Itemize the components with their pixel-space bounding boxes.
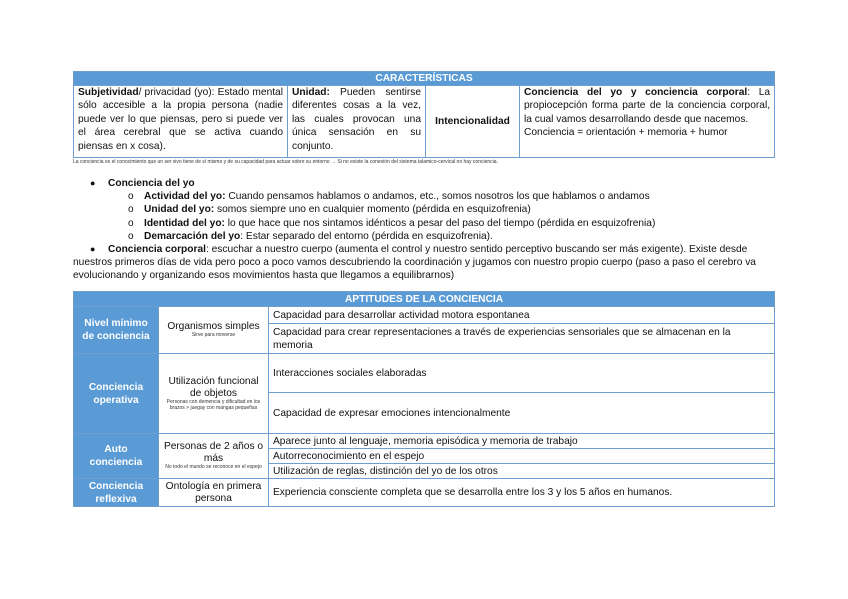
aptitude-item: Capacidad de expresar emociones intencionalmente (269, 393, 775, 434)
sub-bullet-text: somos siempre uno en cualquier momento (pérdida en esquizofrenia) (214, 204, 531, 216)
subcategory-cell (159, 307, 269, 354)
subjetividad-text: / privacidad (yo): Estado mental sólo accesible a la propia persona (nadie puede ver lo que piensas, pero si puede ver el área cerebral que se activa cuando piensas en x cosa). (78, 87, 283, 152)
subcategory-label: Ontología en primera persona (165, 480, 262, 504)
aptitude-item: Autorreconocimiento en el espejo (269, 449, 775, 464)
conciencia-yo-cell (520, 86, 775, 158)
caracteristicas-header: CARACTERÍSTICAS (74, 72, 775, 86)
subcategory-cell (159, 434, 269, 479)
sub-bullet (73, 190, 779, 203)
sub-bullet-title: Identidad del yo: (144, 217, 225, 229)
conciencia-yo-title: Conciencia del yo y conciencia corporal (524, 87, 748, 98)
unidad-title: Unidad: (292, 87, 330, 98)
circle-bullet-icon: o (128, 217, 134, 229)
bullet-text: : escuchar a nuestro cuerpo (aumenta el control y nuestro sentido perceptivo buscando ser más exigente). Existe desde nuestros primeros días de vida pero poco a poco vamos descubriendo la coordinación y jugamos con nuestro propio cuerpo (paso a paso el cerebro va evolucionando y organizando esos movimientos hasta que llegamos a equilibrarnos) (73, 244, 756, 282)
bullet-conciencia-yo (73, 177, 779, 190)
intencionalidad-cell: Intencionalidad (426, 86, 520, 158)
category-reflexiva: Conciencia reflexiva (74, 479, 159, 507)
subcategory-label: Personas de 2 años o más (163, 441, 264, 465)
conciencia-formula: Conciencia = orientación + memoria + humor (524, 127, 728, 139)
subjetividad-title: Subjetividad (78, 87, 139, 98)
unidad-text: Pueden sentirse diferentes cosas a la vez, las cuales provocan una única sensación en su conjunto. (292, 87, 421, 152)
conciencia-yo-text: : La propiocepción forma parte de la conciencia corporal, la cual vamos desarrollando desde que nacemos. (524, 87, 771, 125)
sub-bullet-title: Unidad del yo: (144, 204, 215, 216)
bullet-list (73, 177, 779, 283)
aptitude-item: Capacidad para crear representaciones a través de experiencias sensoriales que se almacenan en la memoria (269, 324, 775, 354)
subcategory-note: Personas con demencia y dificultad en los brazos > juegay con mangas pequeñas (166, 399, 261, 411)
aptitude-item: Capacidad para desarrollar actividad motora espontanea (269, 307, 775, 324)
caracteristicas-table (73, 71, 775, 158)
aptitude-item: Experiencia consciente completa que se desarrolla entre los 3 y los 5 años en humanos. (269, 479, 775, 507)
footnote: La conciencia es el conocimiento que un ser vivo tiene de sí mismo y de su capacidad para actuar sobre su entorno → Si no existe la conexión del sistema talamico-cervical no hay conciencia. (73, 159, 498, 165)
subcategory-cell (159, 479, 269, 507)
sub-bullet-text: : Estar separado del entorno (pérdida en esquizofrenia). (240, 230, 493, 242)
aptitude-item: Utilización de reglas, distinción del yo de los otros (269, 464, 775, 479)
unidad-cell (288, 86, 426, 158)
sub-bullet (73, 217, 779, 230)
subcategory-label: Organismos simples (167, 321, 260, 333)
bullet-dot-icon: ● (90, 244, 96, 255)
subcategory-cell (159, 354, 269, 434)
category-operativa: Conciencia operativa (74, 354, 159, 434)
subcategory-label: Utilización funcional de objetos (168, 376, 259, 399)
sub-bullet (73, 203, 779, 216)
sub-bullet-text: lo que hace que nos sintamos idénticos a pesar del paso del tiempo (pérdida en esquizofrenia) (224, 217, 656, 229)
circle-bullet-icon: o (128, 230, 134, 242)
subcategory-note: Sirve para moverse (191, 332, 236, 339)
circle-bullet-icon: o (128, 191, 134, 203)
category-nivel-minimo: Nivel mínimo de conciencia (74, 307, 159, 354)
sub-bullet-title: Actividad del yo: (144, 191, 226, 203)
category-autoconciencia: Auto conciencia (74, 434, 159, 479)
aptitudes-header: APTITUDES DE LA CONCIENCIA (74, 292, 775, 307)
sub-bullet (73, 230, 779, 243)
subcategory-note: No todo el mundo se reconoce en el espejo (165, 464, 262, 471)
circle-bullet-icon: o (128, 204, 134, 216)
bullet-dot-icon: ● (90, 178, 96, 188)
aptitude-item: Interacciones sociales elaboradas (269, 354, 775, 393)
aptitude-item: Aparece junto al lenguaje, memoria episódica y memoria de trabajo (269, 434, 775, 449)
sub-bullet-text: Cuando pensamos hablamos o andamos, etc., somos nosotros los que hablamos o andamos (225, 191, 650, 203)
subjetividad-cell (74, 86, 288, 158)
aptitudes-table (73, 291, 775, 507)
bullet-conciencia-corporal (73, 243, 779, 283)
sub-bullet-title: Demarcación del yo (144, 230, 241, 242)
bullet-title: Conciencia corporal (108, 244, 206, 256)
bullet-title: Conciencia del yo (108, 178, 195, 189)
